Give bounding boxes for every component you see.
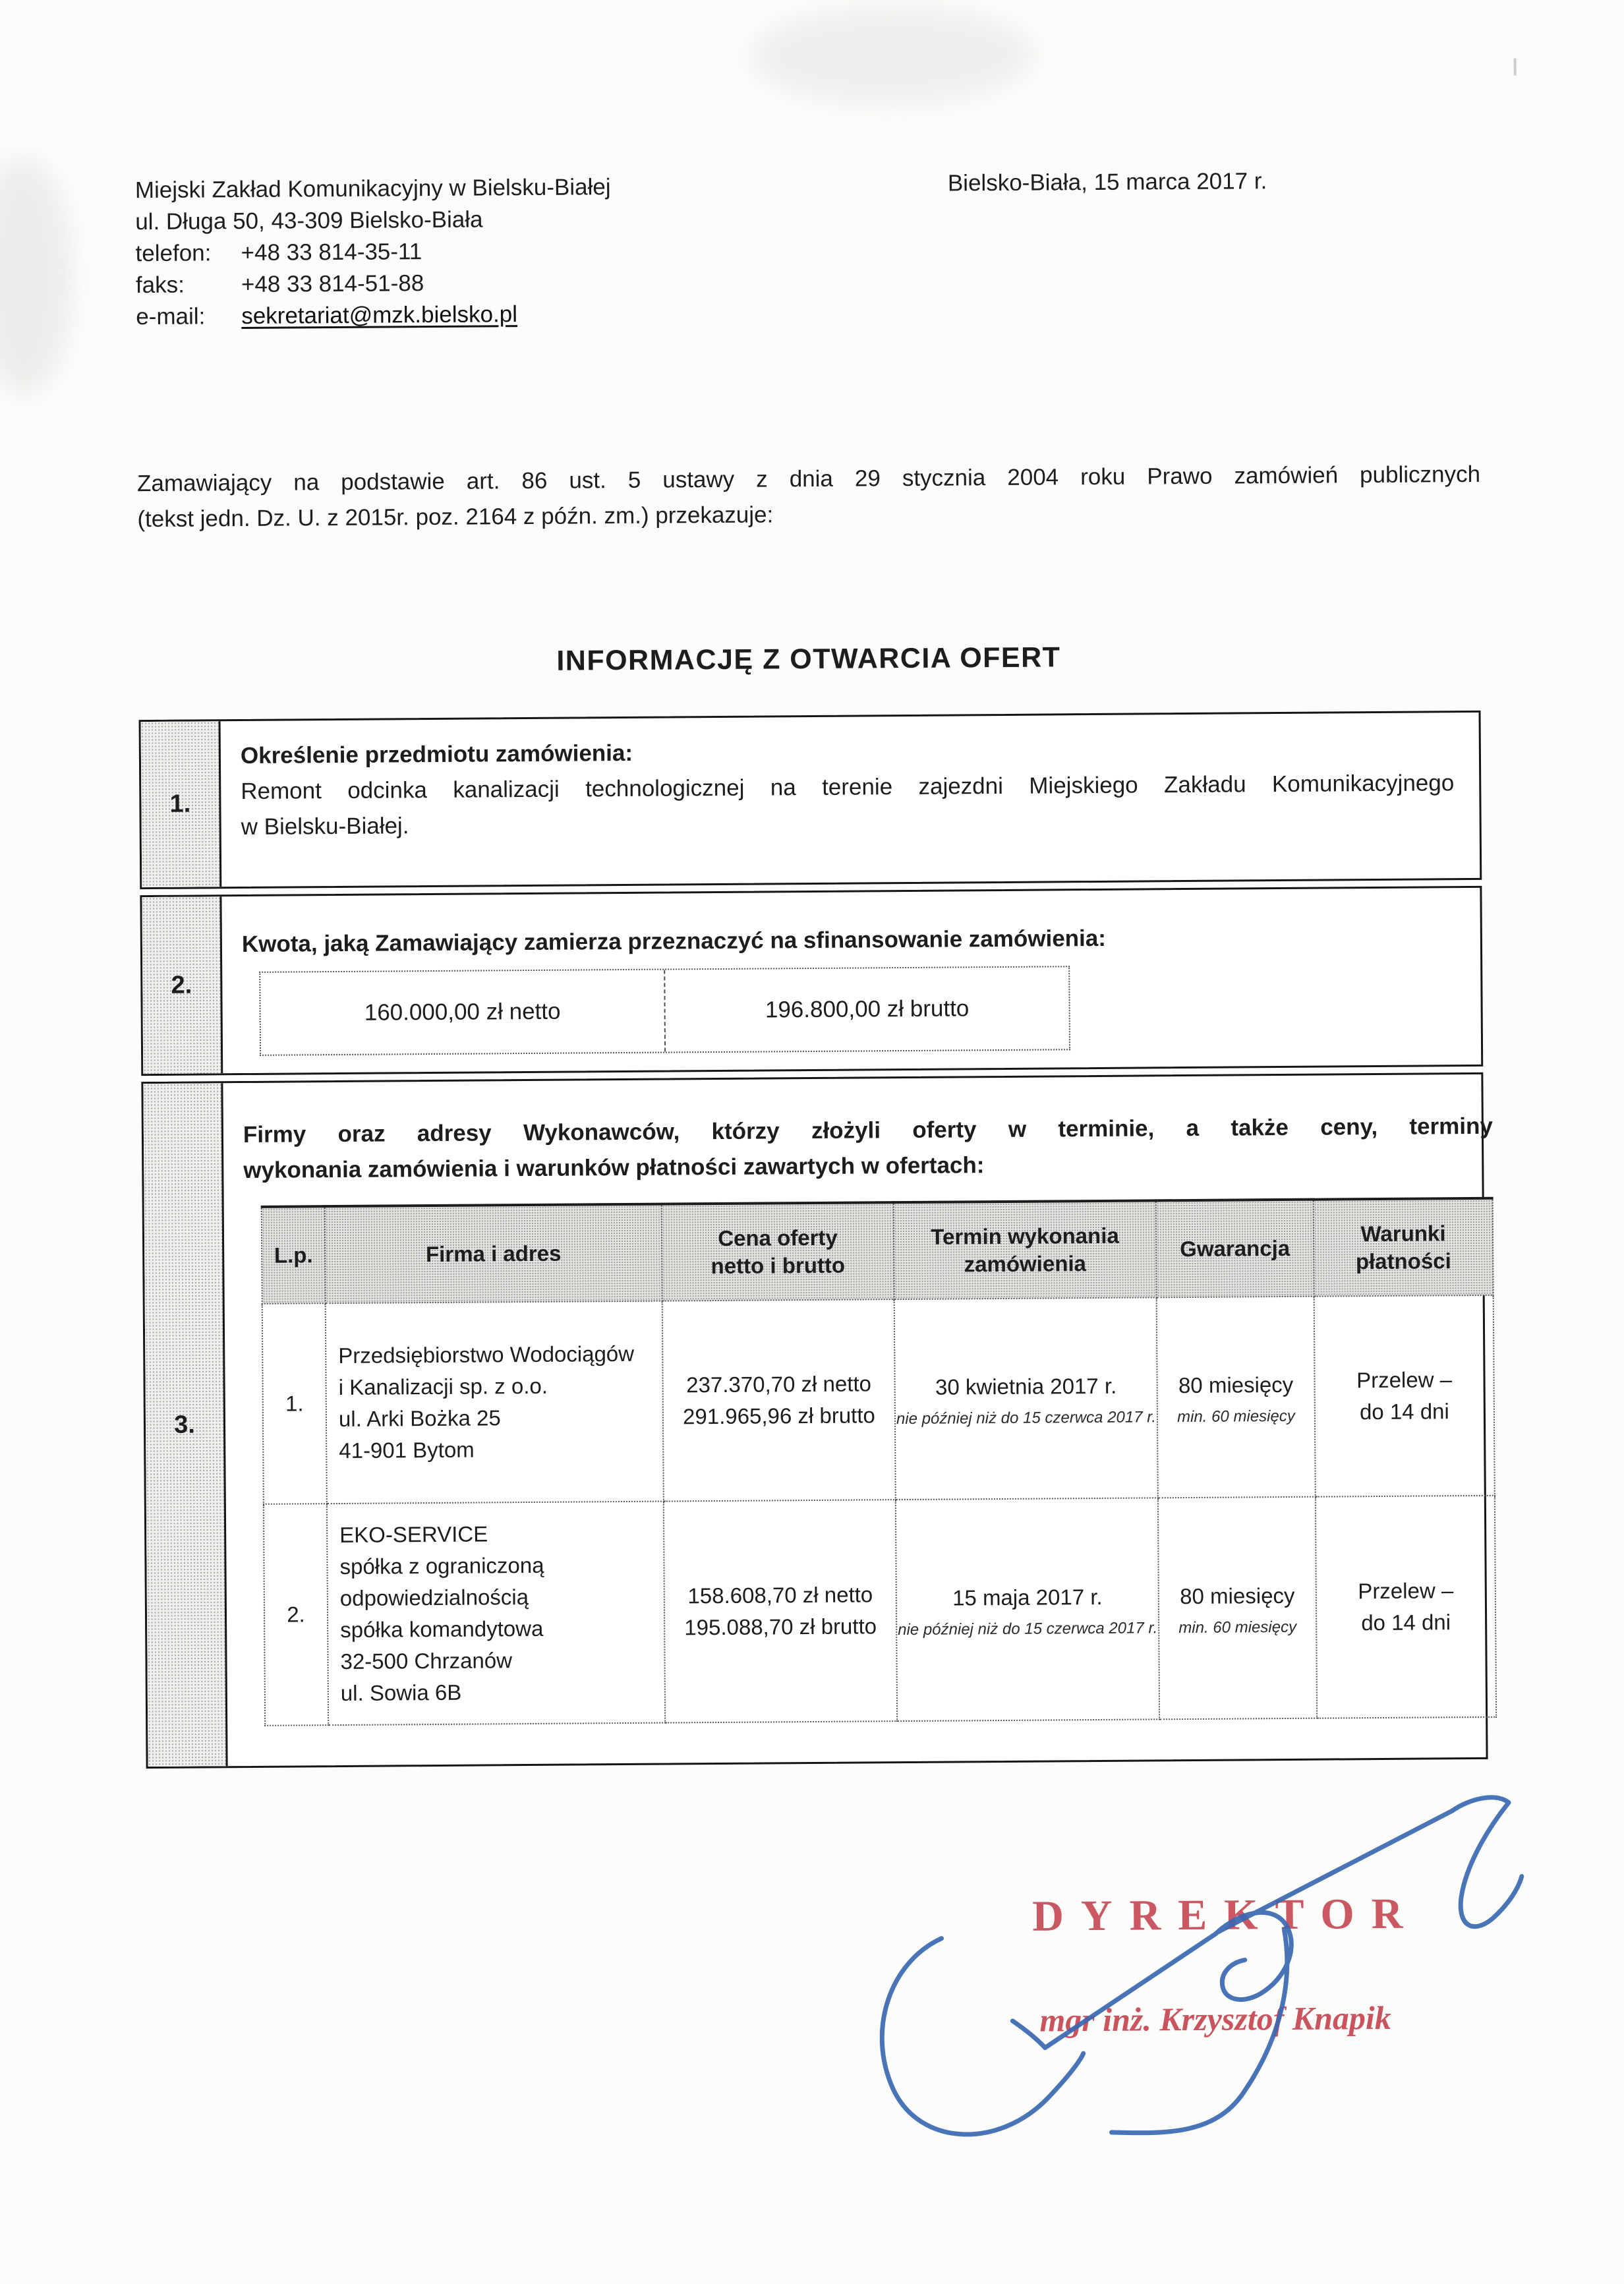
- intro-paragraph: [137, 457, 1481, 537]
- offer-cell-lp: [264, 1504, 328, 1726]
- offer-cell-term-note: nie później niż do 15 czerwca 2017 r.: [898, 1619, 1158, 1639]
- offer-cell-payment: [1316, 1496, 1496, 1718]
- offer-cell-guarantee: [1158, 1497, 1317, 1720]
- sender-address: ul. Długa 50, 43-309 Bielsko-Biała: [135, 206, 483, 235]
- scan-artifact-blob: [0, 157, 74, 395]
- offer-cell-term-value: 30 kwietnia 2017 r.: [935, 1373, 1117, 1399]
- section-2-body: [221, 888, 1481, 1073]
- offers-table: [261, 1197, 1497, 1726]
- scan-artifact-mark: [1514, 59, 1517, 76]
- intro-line-1: Zamawiający na podstawie art. 86 ust. 5 ustawy z dnia 29 stycznia 2004 roku Prawo zamówień publicznych: [136, 461, 1481, 497]
- offer-cell-price: [662, 1299, 896, 1501]
- offer-cell-term: [894, 1297, 1158, 1500]
- offer-cell-firm-value: EKO-SERVICE spółka z ograniczoną odpowiedzialnością spółka komandytowa 32-500 Chrzanów ul. Sowia 6B: [339, 1521, 544, 1706]
- sender-name: Miejski Zakład Komunikacyjny w Bielsku-Białej: [134, 174, 611, 204]
- budget-brutto: 196.800,00 zł brutto: [765, 995, 970, 1023]
- offer-cell-payment-value: Przelew – do 14 dni: [1358, 1578, 1454, 1635]
- offer-cell-term: [896, 1498, 1159, 1721]
- section-1-number: [141, 721, 222, 887]
- offer-cell-guarantee-value: 80 miesięcy: [1178, 1372, 1294, 1398]
- offers-header-cell: Termin wykonania zamówienia: [894, 1200, 1157, 1299]
- offer-cell-term-value: 15 maja 2017 r.: [952, 1584, 1103, 1610]
- director-stamp: DYREKTOR: [1031, 1889, 1420, 1941]
- offer-cell-price: [664, 1500, 897, 1722]
- section-number-label: 1.: [169, 790, 191, 818]
- offer-cell-firm: [327, 1502, 665, 1726]
- contact-row-phone: [135, 235, 611, 270]
- handwritten-signature: [848, 1761, 1556, 2188]
- fax-label: faks:: [135, 272, 185, 299]
- offer-cell-lp: [262, 1303, 327, 1504]
- offer-cell-guarantee-note: min. 60 miesięcy: [1176, 1407, 1295, 1426]
- offers-header-cell: L.p.: [262, 1206, 326, 1304]
- section-2: [140, 886, 1483, 1076]
- offer-cell-price-value: 158.608,70 zł netto 195.088,70 zł brutto: [684, 1582, 877, 1640]
- intro-line-2: (tekst jedn. Dz. U. z 2015r. poz. 2164 z późn. zm.) przekazuje:: [137, 502, 774, 533]
- offer-cell-price-value: 237.370,70 zł netto 291.965,96 zł brutto: [682, 1371, 875, 1429]
- page-title: INFORMACJĘ Z OTWARCIA OFERT: [556, 641, 1061, 677]
- section-1-text-line2: w Bielsku-Białej.: [241, 813, 409, 840]
- phone-label: telefon:: [135, 240, 212, 267]
- section-2-heading: Kwota, jaką Zamawiający zamierza przeznaczyć na sfinansowanie zamówienia:: [241, 925, 1107, 958]
- budget-box: [259, 966, 1070, 1056]
- section-1-heading: Określenie przedmiotu zamówienia:: [240, 740, 633, 769]
- section-1: [139, 711, 1482, 889]
- section-number-label: 2.: [171, 971, 192, 999]
- offer-cell-guarantee-note: min. 60 miesięcy: [1178, 1618, 1297, 1637]
- email-label: e-mail:: [136, 303, 206, 330]
- offer-cell-guarantee-value: 80 miesięcy: [1180, 1583, 1295, 1609]
- email-link[interactable]: sekretariat@mzk.bielsko.pl: [241, 301, 518, 330]
- phone-value: +48 33 814-35-11: [241, 239, 422, 266]
- contact-row-email: [136, 298, 612, 333]
- budget-netto: 160.000,00 zł netto: [260, 970, 666, 1055]
- offers-header-cell: Cena oferty netto i brutto: [662, 1202, 894, 1301]
- main-table: [139, 711, 1494, 1774]
- section-3-heading-line1: Firmy oraz adresy Wykonawców, którzy złożyli oferty w terminie, a także ceny, terminy: [243, 1113, 1494, 1148]
- section-number-label: 3.: [173, 1411, 195, 1439]
- offers-header-cell: Firma i adres: [325, 1204, 662, 1304]
- offer-cell-firm-value: Przedsiębiorstwo Wodociągów i Kanalizacji sp. z o.o. ul. Arki Bożka 25 41-901 Bytom: [338, 1341, 635, 1463]
- offer-cell-lp-value: 2.: [287, 1602, 305, 1627]
- offer-cell-payment-value: Przelew – do 14 dni: [1356, 1367, 1453, 1424]
- offer-cell-firm: [326, 1301, 664, 1504]
- offers-header-cell: Warunki płatności: [1314, 1198, 1494, 1297]
- section-1-text-line1: Remont odcinka kanalizacji technologicznej na terenie zajezdni Miejskiego Zakładu Komunikacyjnego: [241, 770, 1455, 805]
- offers-table-head: [262, 1198, 1494, 1304]
- director-name-stamp: mgr inż. Krzysztof Knapik: [1039, 1999, 1392, 2039]
- scan-artifact-blob: [750, 5, 1034, 106]
- offer-cell-guarantee: [1157, 1297, 1316, 1498]
- table-row: [262, 1295, 1495, 1504]
- section-3-heading-line2: wykonania zamówienia i warunków płatności zawartych w ofertach:: [243, 1152, 985, 1184]
- offer-cell-lp-value: 1.: [285, 1391, 304, 1416]
- contact-row-fax: [136, 266, 612, 301]
- offers-header-row: [262, 1198, 1494, 1304]
- offers-table-wrap: [261, 1197, 1497, 1726]
- offer-cell-payment: [1314, 1295, 1495, 1497]
- offers-table-body: [262, 1295, 1496, 1726]
- section-3-body: [223, 1074, 1522, 1767]
- fax-value: +48 33 814-51-88: [241, 270, 424, 298]
- document-date: Bielsko-Biała, 15 marca 2017 r.: [947, 168, 1267, 196]
- signature-block: [848, 1761, 1556, 2188]
- letterhead: [135, 171, 612, 333]
- section-1-body: [221, 713, 1480, 887]
- section-2-number: [142, 896, 223, 1074]
- section-3: [141, 1072, 1494, 1769]
- offers-header-cell: Gwarancja: [1156, 1200, 1314, 1298]
- table-row: [264, 1496, 1496, 1726]
- offer-cell-term-note: nie później niż do 15 czerwca 2017 r.: [896, 1408, 1157, 1428]
- section-3-number: [143, 1083, 227, 1767]
